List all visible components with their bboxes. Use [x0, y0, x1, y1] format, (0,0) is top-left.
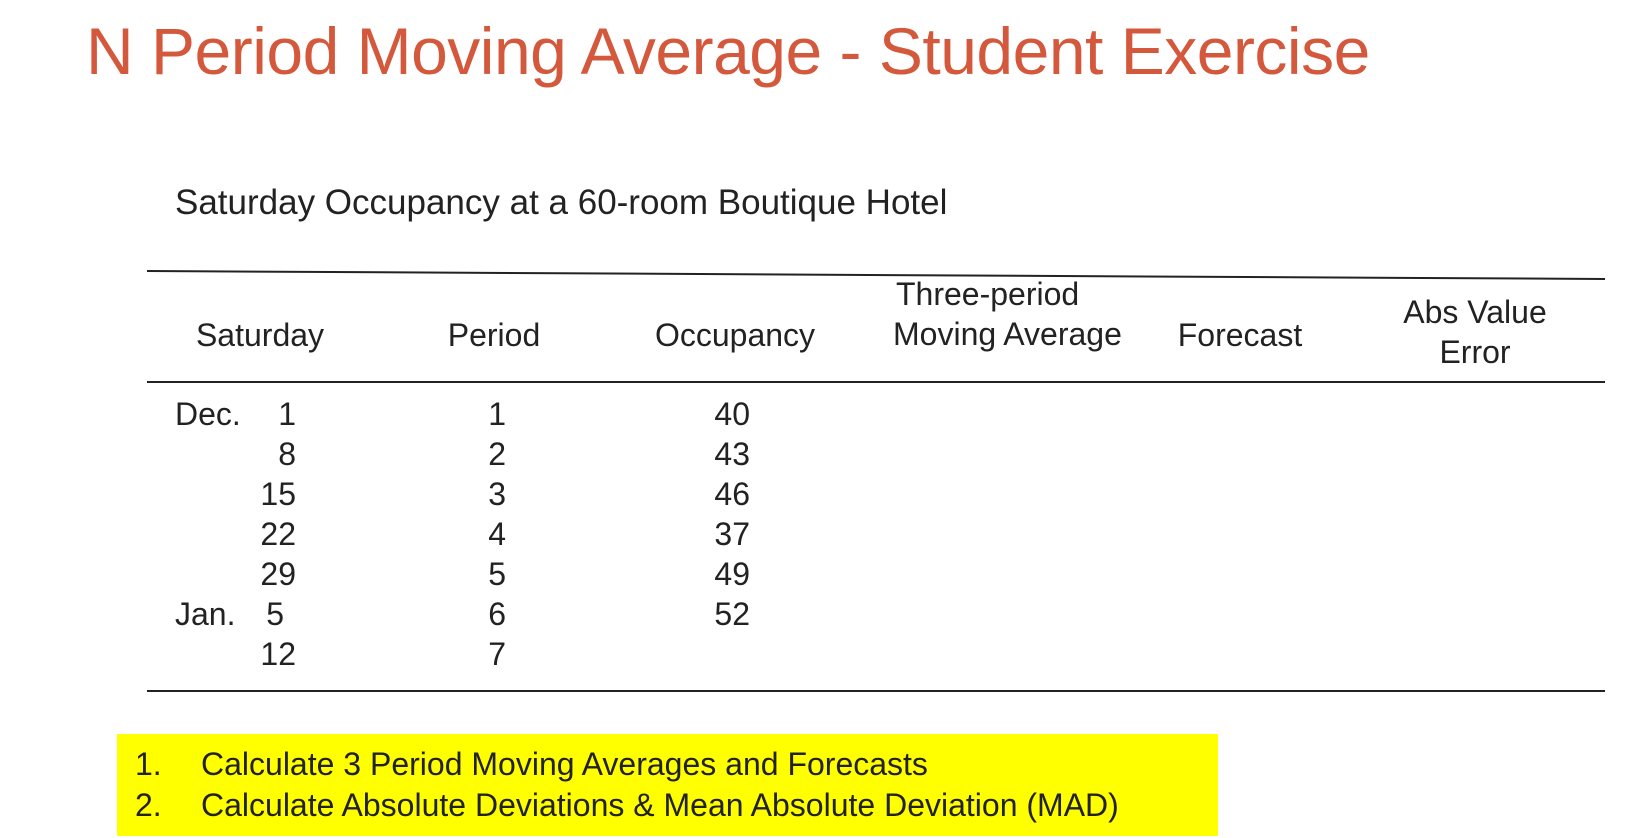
cell-period: 4 — [488, 516, 506, 552]
instruction-item — [135, 785, 1119, 825]
cell-month: Jan. — [175, 596, 236, 632]
header-abs-error-line2: Error — [1439, 334, 1511, 370]
cell-day: 5 — [266, 596, 284, 632]
header-abs-error-line1: Abs Value — [1403, 294, 1547, 330]
table-bottom-rule — [147, 690, 1605, 692]
header-period: Period — [447, 317, 541, 353]
table-top-rule — [147, 270, 1605, 280]
header-occupancy: Occupancy — [654, 317, 816, 353]
page-title: N Period Moving Average - Student Exercise — [86, 14, 1370, 88]
cell-occupancy: 37 — [714, 516, 750, 552]
instruction-text: Calculate Absolute Deviations & Mean Absolute Deviation (MAD) — [201, 787, 1119, 823]
cell-occupancy: 40 — [714, 396, 750, 432]
cell-month: Dec. — [175, 396, 241, 432]
instruction-number: 1. — [135, 746, 162, 782]
cell-occupancy: 46 — [714, 476, 750, 512]
header-moving-average-line1: Three-period — [896, 276, 1080, 312]
instructions-box — [117, 734, 1218, 836]
header-moving-average — [893, 274, 1122, 354]
cell-period: 2 — [488, 436, 506, 472]
cell-occupancy — [700, 634, 750, 674]
cell-period: 1 — [488, 396, 506, 432]
cell-day: 8 — [278, 436, 296, 472]
header-saturday: Saturday — [195, 317, 325, 353]
cell-period: 3 — [488, 476, 506, 512]
instruction-text: Calculate 3 Period Moving Averages and Forecasts — [201, 746, 928, 782]
cell-period: 6 — [488, 596, 506, 632]
header-abs-error — [1380, 292, 1570, 372]
table-caption: Saturday Occupancy at a 60-room Boutique Hotel — [175, 183, 948, 222]
cell-occupancy: 49 — [714, 556, 750, 592]
cell-day: 12 — [260, 636, 296, 672]
cell-day: 15 — [260, 476, 296, 512]
instruction-number: 2. — [135, 787, 162, 823]
cell-day: 22 — [260, 516, 296, 552]
cell-period: 7 — [488, 636, 506, 672]
header-moving-average-line2: Moving Average — [893, 316, 1122, 352]
cell-day: 29 — [260, 556, 296, 592]
cell-day: 1 — [278, 396, 296, 432]
instruction-item — [135, 744, 928, 784]
header-forecast: Forecast — [1177, 317, 1303, 353]
table-header-rule — [147, 381, 1605, 383]
cell-occupancy: 52 — [714, 596, 750, 632]
cell-occupancy: 43 — [714, 436, 750, 472]
cell-period: 5 — [488, 556, 506, 592]
